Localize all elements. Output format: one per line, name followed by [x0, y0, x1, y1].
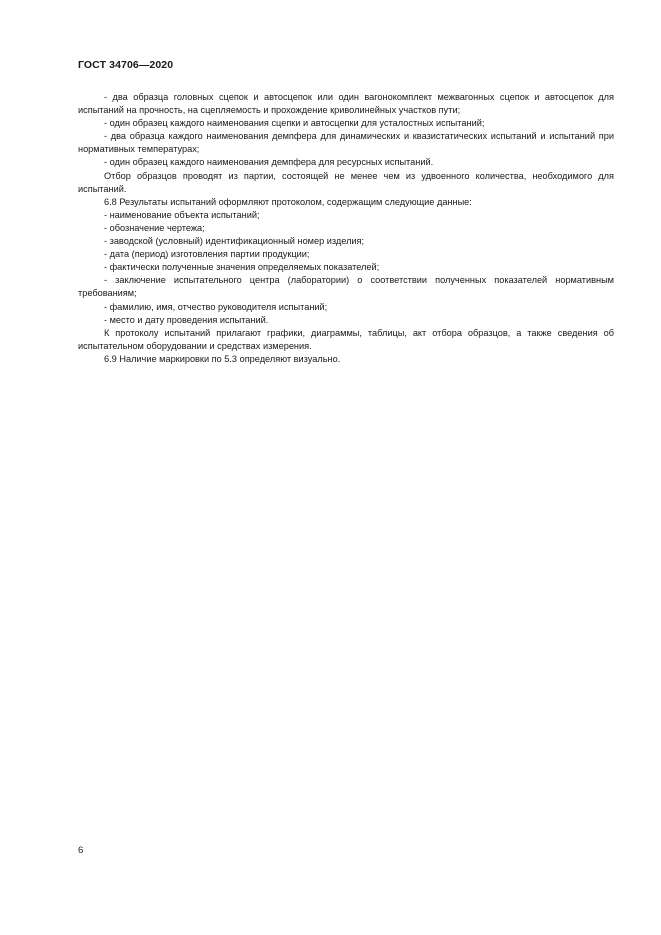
paragraph: Отбор образцов проводят из партии, состоящей не менее чем из удвоенного количества, необходимого для испытаний.: [78, 170, 614, 194]
list-item: - дата (период) изготовления партии продукции;: [104, 249, 310, 260]
list-item: - два образца головных сцепок и автосцепок или один вагонокомплект межвагонных сцепок и автосцепок для испытаний на прочность, на сцепляемость и прохождение криволинейных участков пути;: [78, 92, 614, 116]
document-header: ГОСТ 34706—2020: [78, 59, 174, 71]
clause-6-8: 6.8 Результаты испытаний оформляют протоколом, содержащим следующие данные:: [104, 196, 472, 207]
list-item: - обозначение чертежа;: [104, 222, 205, 233]
page-number: 6: [78, 845, 84, 856]
list-item: - один образец каждого наименования демпфера для ресурсных испытаний.: [104, 157, 434, 168]
list-item: - наименование объекта испытаний;: [104, 209, 260, 220]
list-item: - один образец каждого наименования сцепки и автосцепки для усталостных испытаний;: [104, 118, 485, 129]
list-item: - заключение испытательного центра (лаборатории) о соответствии полученных показателей нормативным требованиям;: [78, 275, 614, 299]
document-body: [78, 91, 614, 366]
list-item: - два образца каждого наименования демпфера для динамических и квазистатических испытаний и испытаний при нормативных температурах;: [78, 131, 614, 155]
list-item: - фамилию, имя, отчество руководителя испытаний;: [104, 301, 328, 312]
list-item: - заводской (условный) идентификационный номер изделия;: [104, 236, 365, 247]
clause-6-9: 6.9 Наличие маркировки по 5.3 определяют визуально.: [104, 353, 341, 364]
list-item: - фактически полученные значения определяемых показателей;: [104, 262, 380, 273]
list-item: - место и дату проведения испытаний.: [104, 314, 269, 325]
paragraph: К протоколу испытаний прилагают графики, диаграммы, таблицы, акт отбора образцов, а также сведения об испытательном оборудовании и средствах измерения.: [78, 327, 614, 351]
